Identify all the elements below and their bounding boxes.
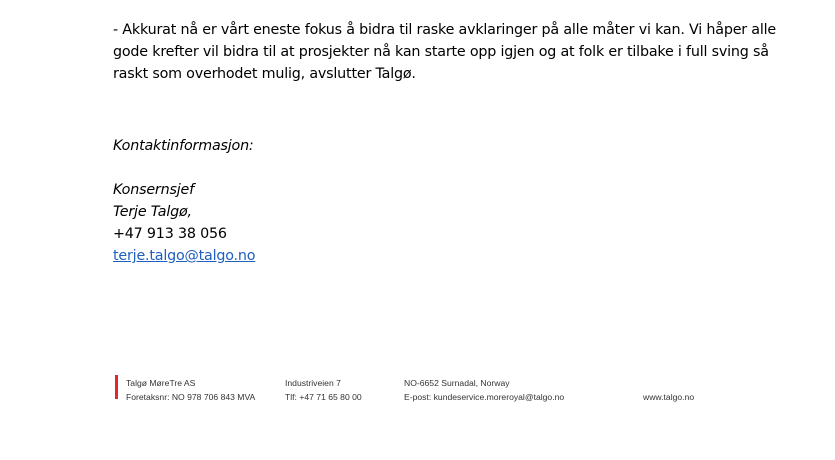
footer-address-column	[285, 376, 362, 404]
contact-phone: +47 913 38 056	[113, 226, 227, 242]
footer-website: www.talgo.no	[643, 392, 695, 402]
contact-heading: Kontaktinformasjon:	[113, 138, 254, 154]
contact-email-link[interactable]: terje.talgo@talgo.no	[113, 248, 256, 264]
footer-postal: NO-6652 Surnadal, Norway	[404, 378, 510, 388]
footer-phone: Tlf: +47 71 65 80 00	[285, 392, 362, 402]
footer-company-column	[126, 376, 255, 404]
footer-company-name: Talgø MøreTre AS	[126, 378, 196, 388]
footer-org-number: Foretaksnr: NO 978 706 843 MVA	[126, 392, 256, 402]
footer-postal-column	[404, 376, 564, 404]
contact-title: Konsernsjef	[113, 182, 194, 198]
footer-accent-bar	[115, 375, 118, 399]
contact-name: Terje Talgø,	[113, 204, 192, 220]
document-body	[113, 19, 793, 267]
page-footer	[115, 375, 715, 405]
footer-email: E-post: kundeservice.moreroyal@talgo.no	[404, 392, 565, 402]
footer-address: Industriveien 7	[285, 378, 341, 388]
closing-quote: - Akkurat nå er vårt eneste fokus å bidra til raske avklaringer på alle måter vi kan. Vi håper alle gode krefter vil bidra til at prosjekter nå kan starte opp igjen og at folk er tilbake i full sving så raskt som overhodet mulig, avslutter Talgø.	[113, 22, 777, 82]
